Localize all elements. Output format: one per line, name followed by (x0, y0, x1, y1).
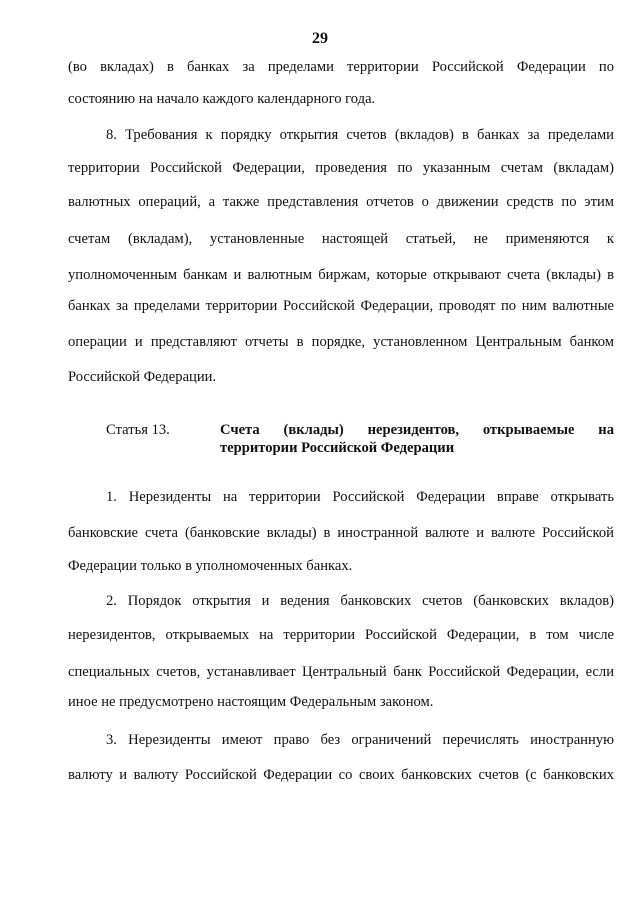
paragraph-1-line: Федерации только в уполномоченных банках. (68, 558, 353, 574)
paragraph-1-line: банковские счета (банковские вклады) в иностранной валюте и валюте Российской (68, 525, 614, 541)
paragraph-2-line: нерезидентов, открываемых на территории Российской Федерации, в том числе (68, 627, 614, 643)
paragraph-8-line: счетам (вкладам), установленные настоящей статьей, не применяются к (68, 231, 614, 247)
paragraph-8-line: банках за пределами территории Российской Федерации, проводят по ним валютные (68, 298, 614, 314)
body-line: (во вкладах) в банках за пределами территории Российской Федерации по (68, 59, 614, 75)
paragraph-8-line: 8. Требования к порядку открытия счетов (вкладов) в банках за пределами (106, 127, 614, 143)
paragraph-8-line: валютных операций, а также представления отчетов о движении средств по этим (68, 194, 614, 210)
article-heading (68, 420, 614, 464)
paragraph-2-line: иное не предусмотрено настоящим Федеральным законом. (68, 694, 434, 710)
paragraph-3-line: 3. Нерезиденты имеют право без ограничений перечислять иностранную (106, 732, 614, 748)
paragraph-8-line: операции и представляют отчеты в порядке, установленном Центральным банком (68, 334, 614, 350)
page-number: 29 (312, 30, 328, 47)
paragraph-2-line: 2. Порядок открытия и ведения банковских счетов (банковских вкладов) (106, 593, 614, 609)
paragraph-8-line: уполномоченным банкам и валютным биржам, которые открывают счета (вклады) в (68, 267, 614, 283)
article-title-line: Счета (вклады) нерезидентов, открываемые на (220, 422, 614, 438)
paragraph-8-line: территории Российской Федерации, проведения по указанным счетам (вкладам) (68, 160, 614, 176)
paragraph-3-line: валюту и валюту Российской Федерации со своих банковских счетов (с банковских (68, 767, 614, 783)
article-title-line: территории Российской Федерации (220, 440, 455, 456)
article-number: Статья 13. (106, 422, 170, 438)
paragraph-2-line: специальных счетов, устанавливает Центральный банк Российской Федерации, если (68, 664, 614, 680)
body-line: состоянию на начало каждого календарного года. (68, 91, 376, 107)
paragraph-8-line: Российской Федерации. (68, 369, 217, 385)
paragraph-1-line: 1. Нерезиденты на территории Российской Федерации вправе открывать (106, 489, 614, 505)
